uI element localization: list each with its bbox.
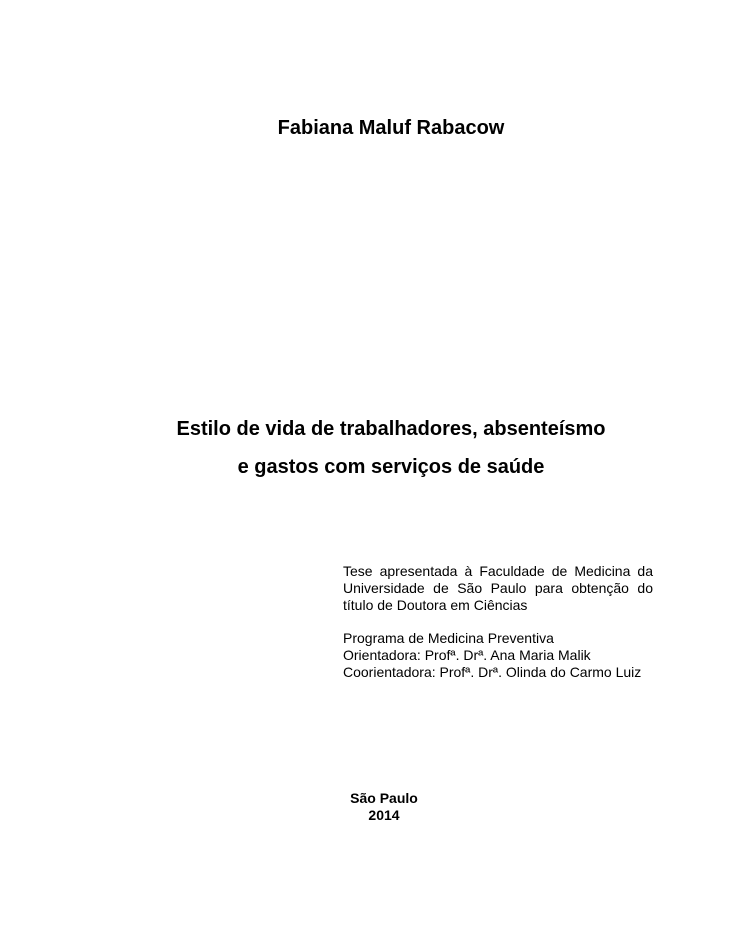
thesis-title-line-1: Estilo de vida de trabalhadores, absenteísmo [176, 418, 606, 440]
thesis-description: Tese apresentada à Faculdade de Medicina da Universidade de São Paulo para obtenção do título de Doutora em Ciências [343, 563, 653, 613]
author-name: Fabiana Maluf Rabacow [277, 117, 505, 139]
presentation-block [343, 563, 653, 681]
thesis-title-line-2: e gastos com serviços de saúde [237, 456, 545, 478]
coadvisor: Coorientadora: Profª. Drª. Olinda do Carmo Luiz [343, 664, 642, 680]
program-name: Programa de Medicina Preventiva [343, 630, 554, 646]
advisor: Orientadora: Profª. Drª. Ana Maria Malik [343, 647, 591, 663]
year: 2014 [368, 807, 400, 823]
place-and-year [324, 790, 444, 824]
place: São Paulo [350, 790, 418, 806]
thesis-title [0, 410, 730, 486]
